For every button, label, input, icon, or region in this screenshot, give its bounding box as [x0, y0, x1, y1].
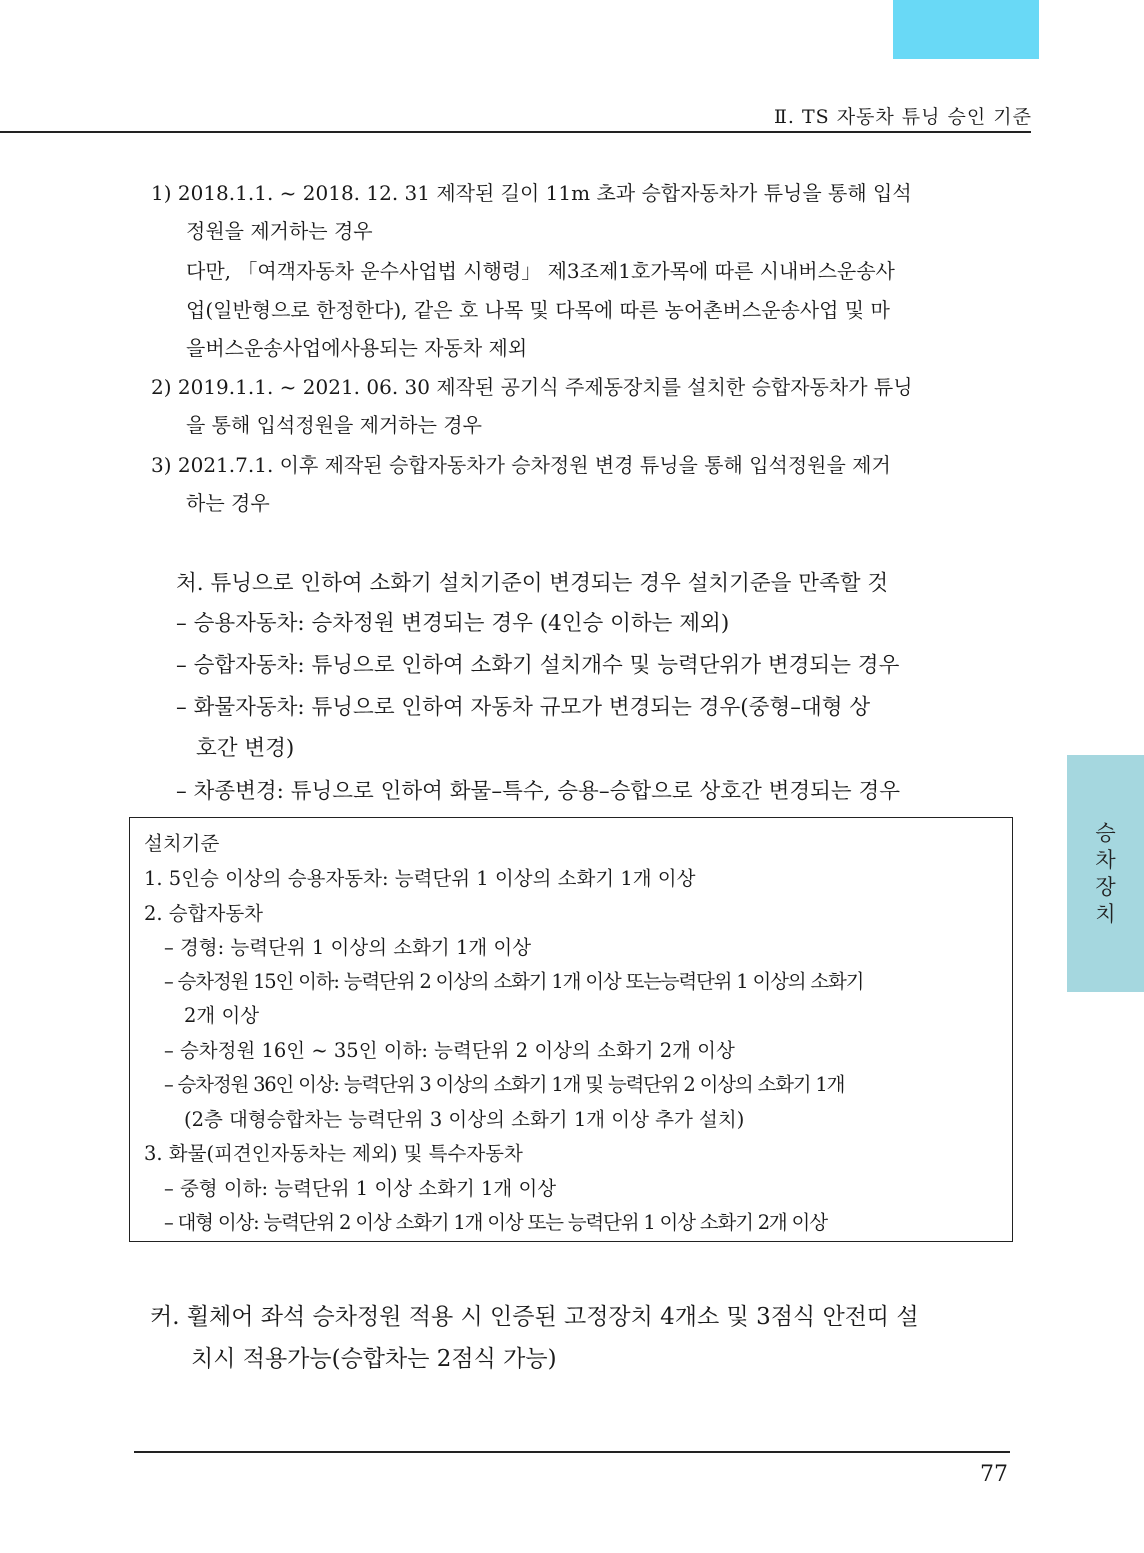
section-che-bullet-3-line-1: – 화물자동차: 튜닝으로 인하여 자동차 규모가 변경되는 경우(중형–대형 상 [176, 695, 871, 720]
box-line: – 승차정원 16인 ~ 35인 이하: 능력단위 2 이상의 소화기 2개 이상 [164, 1039, 735, 1062]
box-line: – 경형: 능력단위 1 이상의 소화기 1개 이상 [164, 936, 532, 959]
side-tab-char: 차 [1095, 847, 1116, 872]
page-number: 77 [980, 1462, 1008, 1487]
side-tab-char: 치 [1095, 901, 1116, 926]
box-line: 2개 이상 [184, 1004, 260, 1027]
box-line: 3. 화물(피견인자동차는 제외) 및 특수자동차 [144, 1142, 523, 1165]
box-line: 2. 승합자동차 [144, 902, 263, 925]
box-title: 설치기준 [144, 832, 220, 855]
running-header: Ⅱ. TS 자동차 튜닝 승인 기준 [773, 106, 1032, 128]
header-rule [0, 131, 1031, 133]
section-ke-line-1: 커. 휠체어 좌석 승차정원 적용 시 인증된 고정장치 4개소 및 3점식 안전띠 설 [150, 1304, 919, 1330]
section-che-bullet-3-line-2: 호간 변경) [196, 736, 295, 761]
section-che-bullet-2: – 승합자동차: 튜닝으로 인하여 소화기 설치개수 및 능력단위가 변경되는 경우 [176, 653, 900, 678]
item-2-line-2: 을 통해 입석정원을 제거하는 경우 [186, 413, 482, 437]
box-line: (2층 대형승합차는 능력단위 3 이상의 소화기 1개 이상 추가 설치) [184, 1108, 745, 1131]
item-1-line-2: 정원을 제거하는 경우 [186, 219, 373, 243]
footer-rule [134, 1451, 1010, 1453]
side-tab-char: 승 [1095, 820, 1116, 845]
box-line: – 승차정원 36인 이상: 능력단위 3 이상의 소화기 1개 및 능력단위 2 이상의 소화기 1개 [164, 1073, 845, 1096]
chapter-side-tab [1067, 755, 1144, 992]
section-che-title: 처. 튜닝으로 인하여 소화기 설치기준이 변경되는 경우 설치기준을 만족할 것 [176, 571, 889, 596]
item-3-line-2: 하는 경우 [186, 491, 270, 515]
installation-criteria-box [129, 817, 1013, 1242]
item-1-line-3: 다만, 「여객자동차 운수사업법 시행령」 제3조제1호가목에 따른 시내버스운송사 [186, 259, 895, 283]
item-1-line-4: 업(일반형으로 한정한다), 같은 호 나목 및 다목에 따른 농어촌버스운송사업 및 마 [186, 298, 890, 322]
item-2-line-1: 2) 2019.1.1. ~ 2021. 06. 30 제작된 공기식 주제동장치를 설치한 승합자동차가 튜닝 [151, 375, 913, 399]
box-line: 1. 5인승 이상의 승용자동차: 능력단위 1 이상의 소화기 1개 이상 [144, 867, 696, 890]
box-line: – 승차정원 15인 이하: 능력단위 2 이상의 소화기 1개 이상 또는능력단위 1 이상의 소화기 [164, 970, 864, 993]
section-che-bullet-1: – 승용자동차: 승차정원 변경되는 경우 (4인승 이하는 제외) [176, 611, 730, 636]
top-color-tab [893, 0, 1039, 59]
side-tab-char: 장 [1095, 874, 1116, 899]
section-ke-line-2: 치시 적용가능(승합차는 2점식 가능) [191, 1346, 557, 1372]
box-line: – 중형 이하: 능력단위 1 이상 소화기 1개 이상 [164, 1177, 557, 1200]
box-line: – 대형 이상: 능력단위 2 이상 소화기 1개 이상 또는 능력단위 1 이상 소화기 2개 이상 [164, 1211, 827, 1234]
item-3-line-1: 3) 2021.7.1. 이후 제작된 승합자동차가 승차정원 변경 튜닝을 통해 입석정원을 제거 [151, 453, 891, 477]
item-1-line-5: 을버스운송사업에사용되는 자동차 제외 [186, 336, 528, 360]
section-che-bullet-4: – 차종변경: 튜닝으로 인하여 화물–특수, 승용–승합으로 상호간 변경되는 경우 [176, 779, 901, 804]
item-1-line-1: 1) 2018.1.1. ~ 2018. 12. 31 제작된 길이 11m 초과 승합자동차가 튜닝을 통해 입석 [151, 181, 912, 205]
